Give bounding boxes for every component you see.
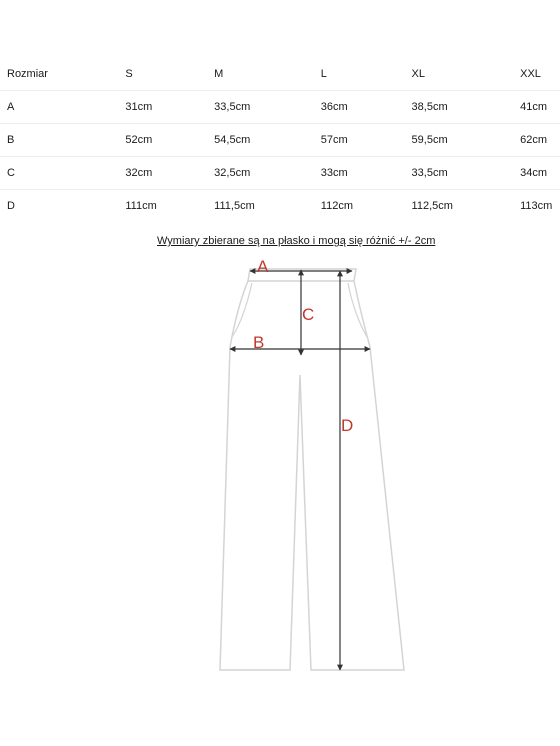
- table-cell: 33,5cm: [412, 157, 521, 190]
- table-cell: 112,5cm: [411, 200, 453, 212]
- measure-c-label: C: [302, 305, 315, 324]
- table-cell: 33,5cm: [214, 91, 321, 124]
- table-cell: 32,5cm: [214, 157, 321, 190]
- table-row: [0, 190, 560, 223]
- table-cell: A: [0, 91, 125, 124]
- table-cell: 52cm: [125, 124, 214, 157]
- table-cell: 113cm: [520, 200, 553, 212]
- table-cell: 32cm: [125, 157, 214, 190]
- table-header-row: [0, 58, 560, 91]
- table-row: [0, 91, 560, 124]
- header-cell: M: [214, 58, 321, 91]
- header-cell: S: [125, 58, 214, 91]
- table-cell: 33cm: [321, 157, 412, 190]
- table-cell: 36cm: [321, 91, 412, 124]
- table-cell: 62cm: [520, 124, 560, 157]
- header-cell: XXL: [520, 58, 560, 91]
- pocket-right: [348, 283, 367, 337]
- header-cell: Rozmiar: [0, 58, 125, 91]
- size-table: [0, 58, 560, 222]
- measure-a-label: A: [257, 257, 269, 276]
- header-cell: L: [321, 58, 412, 91]
- trousers-outline: [220, 281, 404, 670]
- table-cell: 54,5cm: [214, 124, 321, 157]
- trousers-diagram: [0, 250, 560, 746]
- table-cell: 41cm: [520, 91, 560, 124]
- table-cell: 38,5cm: [412, 91, 521, 124]
- table-cell: 112cm: [320, 200, 353, 212]
- table-row: [0, 157, 560, 190]
- table-row: [0, 124, 560, 157]
- measurement-note: Wymiary zbierane są na płasko i mogą się różnić +/- 2cm: [157, 235, 436, 247]
- table-cell: D: [7, 200, 15, 212]
- measure-b-label: B: [253, 333, 265, 352]
- header-cell: XL: [412, 58, 521, 91]
- table-cell: B: [0, 124, 125, 157]
- table-cell: 111cm: [125, 200, 157, 212]
- table-cell: C: [0, 157, 125, 190]
- table-cell: 111,5cm: [214, 200, 255, 212]
- table-cell: 31cm: [125, 91, 214, 124]
- table-cell: 34cm: [520, 157, 560, 190]
- table-cell: 59,5cm: [412, 124, 521, 157]
- measure-d-label: D: [341, 416, 354, 435]
- pocket-left: [232, 283, 252, 337]
- table-cell: 57cm: [321, 124, 412, 157]
